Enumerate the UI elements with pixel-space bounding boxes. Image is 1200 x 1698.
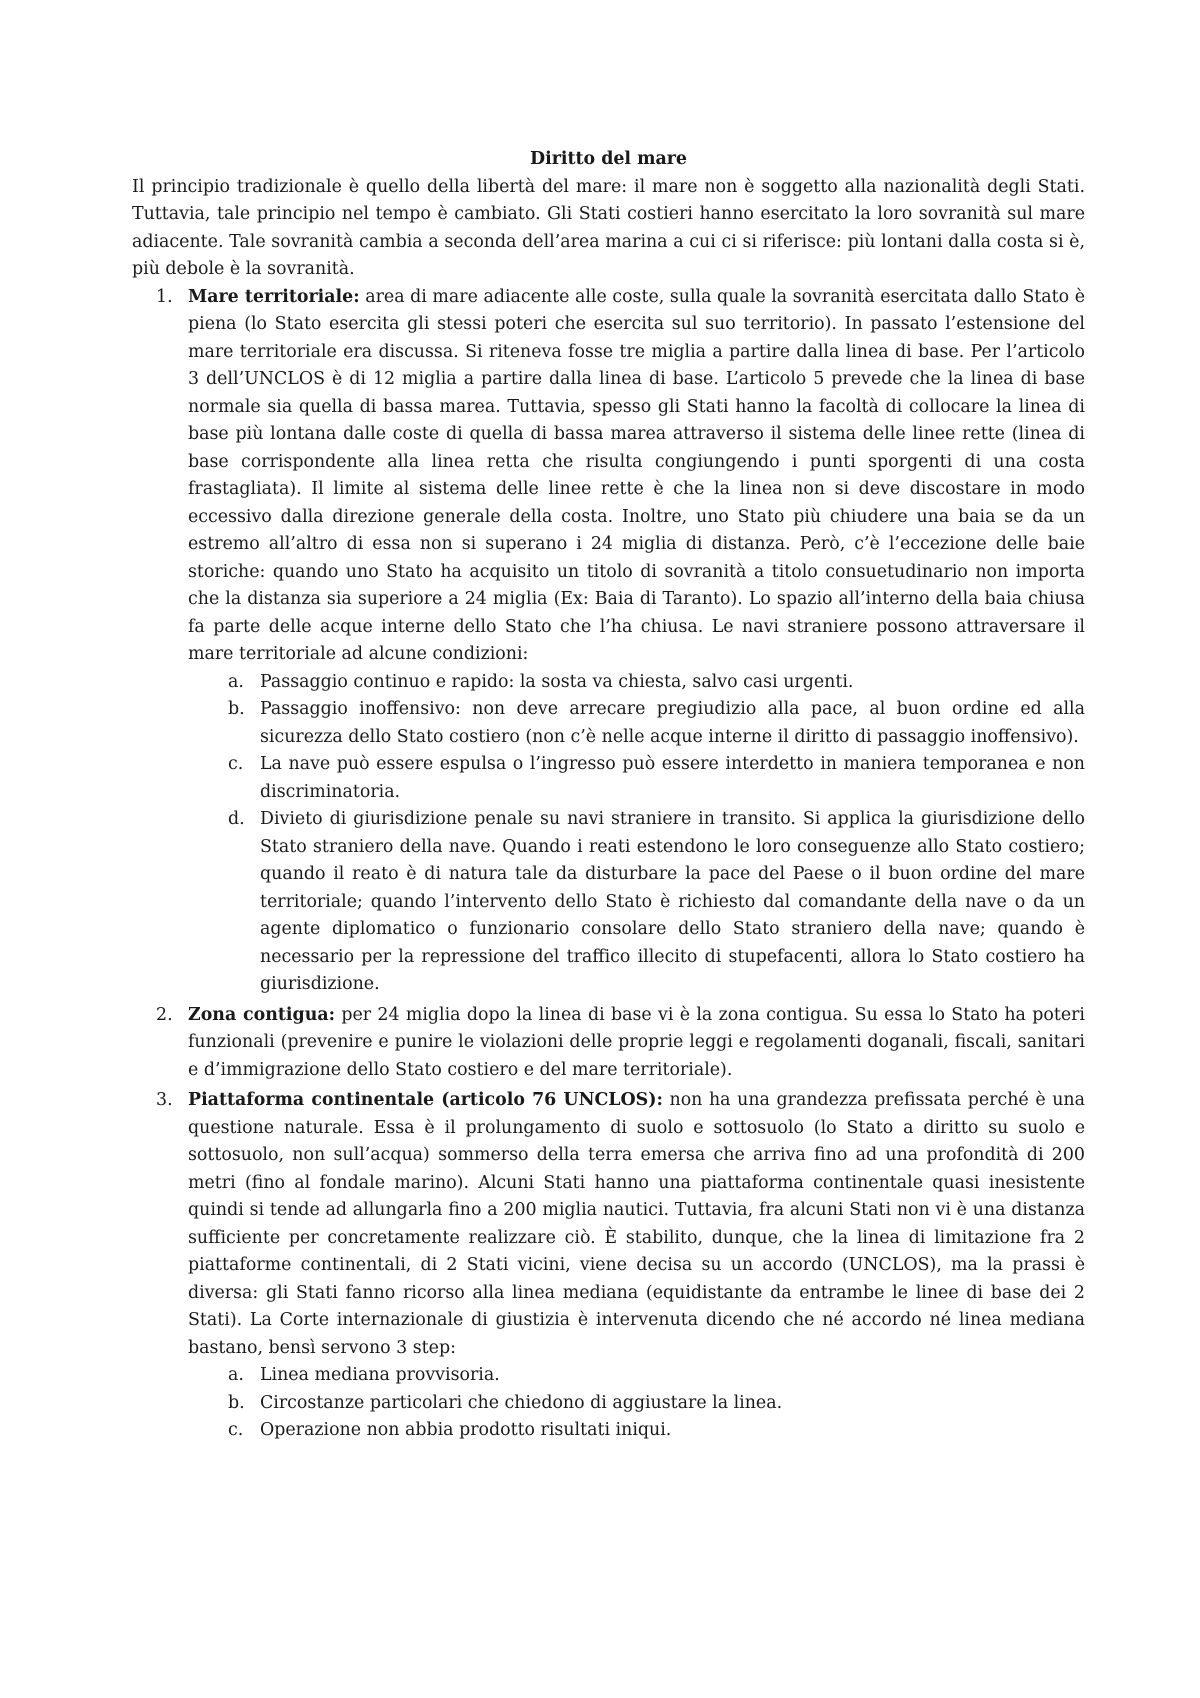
section-term: Mare territoriale: — [188, 286, 360, 307]
subsection-item — [228, 751, 1085, 806]
section-number: 1. — [156, 286, 173, 307]
intro-paragraph: Il principio tradizionale è quello della libertà del mare: il mare non è soggetto alla nazionalità degli Stati. Tuttavia, tale principio nel tempo è cambiato. Gli Stati costieri hanno esercitato la loro sovranità sul mare adiacente. Tale sovranità cambia a seconda dell’area marina a cui ci si riferisce: più lontani dalla costa si è, più debole è la sovranità. — [132, 176, 1085, 279]
subsection-letter: d. — [228, 809, 245, 829]
subsection-item — [228, 1362, 1085, 1390]
subsection-letter: a. — [228, 1365, 244, 1385]
section-item — [156, 1087, 1085, 1445]
subsection-item — [228, 1417, 1085, 1445]
section-list — [132, 284, 1085, 1445]
subsection-text: Operazione non abbia prodotto risultati iniqui. — [260, 1420, 672, 1440]
section-number: 3. — [156, 1090, 173, 1110]
section-term: Piattaforma continentale (articolo 76 UNCLOS): — [188, 1090, 663, 1110]
subsection-text: Passaggio continuo e rapido: la sosta va chiesta, salvo casi urgenti. — [260, 671, 854, 692]
section-text: non ha una grandezza prefissata perché è una questione naturale. Essa è il prolungamento di suolo e sottosuolo (lo Stato a diritto su suolo e sottosuolo, non sull’acqua) sommerso della terra emersa che arriva fino ad una profondità di 200 metri (fino al fondale marino). Alcuni Stati hanno una piattaforma continentale quasi inesistente quindi si tende ad allungarla fino a 200 miglia nautici. Tuttavia, fra alcuni Stati non vi è una distanza sufficiente per concretamente realizzare ciò. È stabilito, dunque, che la linea di limitazione fra 2 piattaforme continentali, di 2 Stati vicini, viene decisa su un accordo (UNCLOS), ma la prassi è diversa: gli Stati fanno ricorso alla linea mediana (equidistante da entrambe le linee di base dei 2 Stati). La Corte internazionale di giustizia è intervenuta dicendo che né accordo né linea mediana bastano, bensì servono 3 step: — [188, 1090, 1085, 1358]
subsection-list — [188, 669, 1085, 999]
subsection-text: Passaggio inoffensivo: non deve arrecare pregiudizio alla pace, al buon ordine ed alla sicurezza dello Stato costiero (non c’è nelle acque interne il diritto di passaggio inoffensivo). — [260, 699, 1085, 747]
subsection-item — [228, 806, 1085, 999]
subsection-letter: a. — [228, 671, 244, 692]
section-text: per 24 miglia dopo la linea di base vi è la zona contigua. Su essa lo Stato ha poteri funzionali (prevenire e punire le violazioni delle proprie leggi e regolamenti doganali, fiscali, sanitari e d’immigrazione dello Stato costiero e del mare territoriale). — [188, 1004, 1085, 1080]
subsection-text: Divieto di giurisdizione penale su navi straniere in transito. Si applica la giurisdizione dello Stato straniero della nave. Quando i reati estendono le loro conseguenze allo Stato costiero; quando il reato è di natura tale da disturbare la pace del Paese o il buon ordine del mare territoriale; quando l’intervento dello Stato è richiesto dal comandante della nave o da un agente diplomatico o funzionario consolare dello Stato straniero della nave; quando è necessario per la repressione del traffico illecito di stupefacenti, allora lo Stato costiero ha giurisdizione. — [260, 809, 1085, 994]
subsection-letter: c. — [228, 1420, 244, 1440]
subsection-item — [228, 696, 1085, 751]
document-body — [132, 146, 1085, 1448]
subsection-letter: b. — [228, 1392, 245, 1413]
subsection-item — [228, 1390, 1085, 1418]
section-item — [156, 1002, 1085, 1085]
subsection-text: Linea mediana provvisoria. — [260, 1365, 500, 1385]
subsection-letter: b. — [228, 699, 245, 719]
subsection-item — [228, 669, 1085, 697]
subsection-text: Circostanze particolari che chiedono di aggiustare la linea. — [260, 1392, 783, 1413]
subsection-text: La nave può essere espulsa o l’ingresso può essere interdetto in maniera temporanea e non discriminatoria. — [260, 754, 1085, 802]
section-term: Zona contigua: — [188, 1004, 336, 1025]
subsection-list — [188, 1362, 1085, 1445]
page-title: Diritto del mare — [530, 149, 687, 169]
section-number: 2. — [156, 1004, 173, 1025]
section-item — [156, 284, 1085, 999]
section-text: area di mare adiacente alle coste, sulla quale la sovranità esercitata dallo Stato è piena (lo Stato esercita gli stessi poteri che esercita sul suo territorio). In passato l’estensione del mare territoriale era discussa. Si riteneva fosse tre miglia a partire dalla linea di base. Per l’articolo 3 dell’UNCLOS è di 12 miglia a partire dalla linea di base. L’articolo 5 prevede che la linea di base normale sia quella di bassa marea. Tuttavia, spesso gli Stati hanno la facoltà di collocare la linea di base più lontana dalle coste di quella di bassa marea attraverso il sistema delle linee rette (linea di base corrispondente alla linea retta che risulta congiungendo i punti sporgenti di una costa frastagliata). Il limite al sistema delle linee rette è che la linea non si deve discostare in modo eccessivo dalla direzione generale della costa. Inoltre, uno Stato più chiudere una baia se da un estremo all’altro di essa non si superano i 24 miglia di distanza. Però, c’è l’eccezione delle baie storiche: quando uno Stato ha acquisito un titolo di sovranità a titolo consuetudinario non importa che la distanza sia superiore a 24 miglia (Ex: Baia di Taranto). Lo spazio all’interno della baia chiusa fa parte delle acque interne dello Stato che l’ha chiusa. Le navi straniere possono attraversare il mare territoriale ad alcune condizioni: — [188, 286, 1085, 664]
subsection-letter: c. — [228, 754, 244, 774]
